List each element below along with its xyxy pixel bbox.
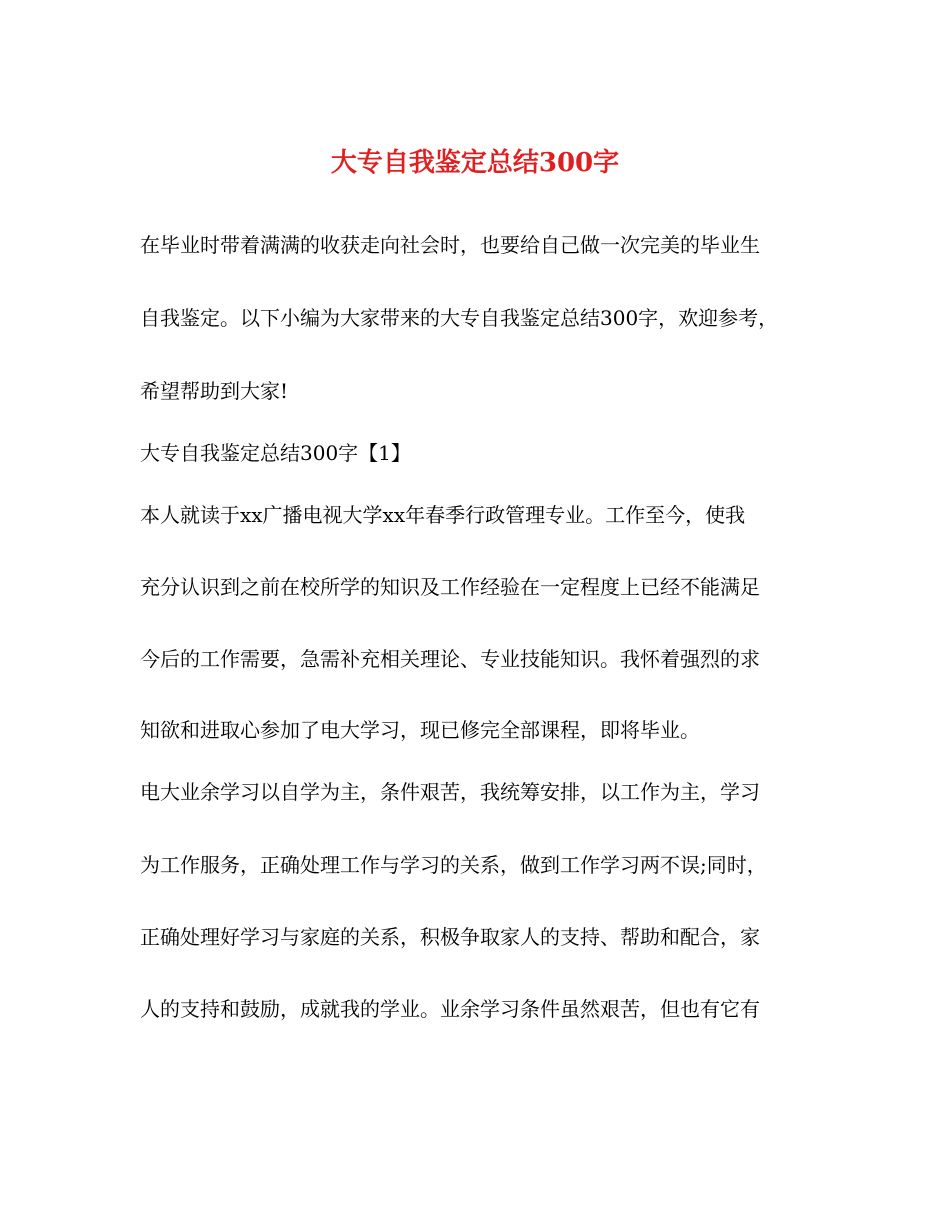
document-title: 大专自我鉴定总结300字 — [330, 148, 620, 178]
body-line: 希望帮助到大家! — [140, 379, 289, 403]
body-line: 人的支持和鼓励，成就我的学业。业余学习条件虽然艰苦，但也有它有 — [140, 997, 760, 1021]
body-line: 本人就读于xx广播电视大学xx年春季行政管理专业。工作至今，使我 — [140, 503, 746, 527]
section-heading: 大专自我鉴定总结300字【1】 — [140, 441, 411, 465]
body-line: 为工作服务，正确处理工作与学习的关系，做到工作学习两不误;同时， — [140, 853, 767, 877]
body-line: 自我鉴定。以下小编为大家带来的大专自我鉴定总结300字，欢迎参考， — [140, 306, 779, 330]
body-line: 电大业余学习以自学为主，条件艰苦，我统筹安排，以工作为主，学习 — [140, 780, 760, 804]
body-line: 知欲和进取心参加了电大学习，现已修完全部课程，即将毕业。 — [140, 718, 700, 742]
body-line: 在毕业时带着满满的收获走向社会时，也要给自己做一次完美的毕业生 — [140, 233, 760, 257]
body-line: 今后的工作需要，急需补充相关理论、专业技能知识。我怀着强烈的求 — [140, 647, 760, 671]
body-line: 充分认识到之前在校所学的知识及工作经验在一定程度上已经不能满足 — [140, 575, 760, 599]
body-line: 正确处理好学习与家庭的关系，积极争取家人的支持、帮助和配合，家 — [140, 925, 760, 949]
